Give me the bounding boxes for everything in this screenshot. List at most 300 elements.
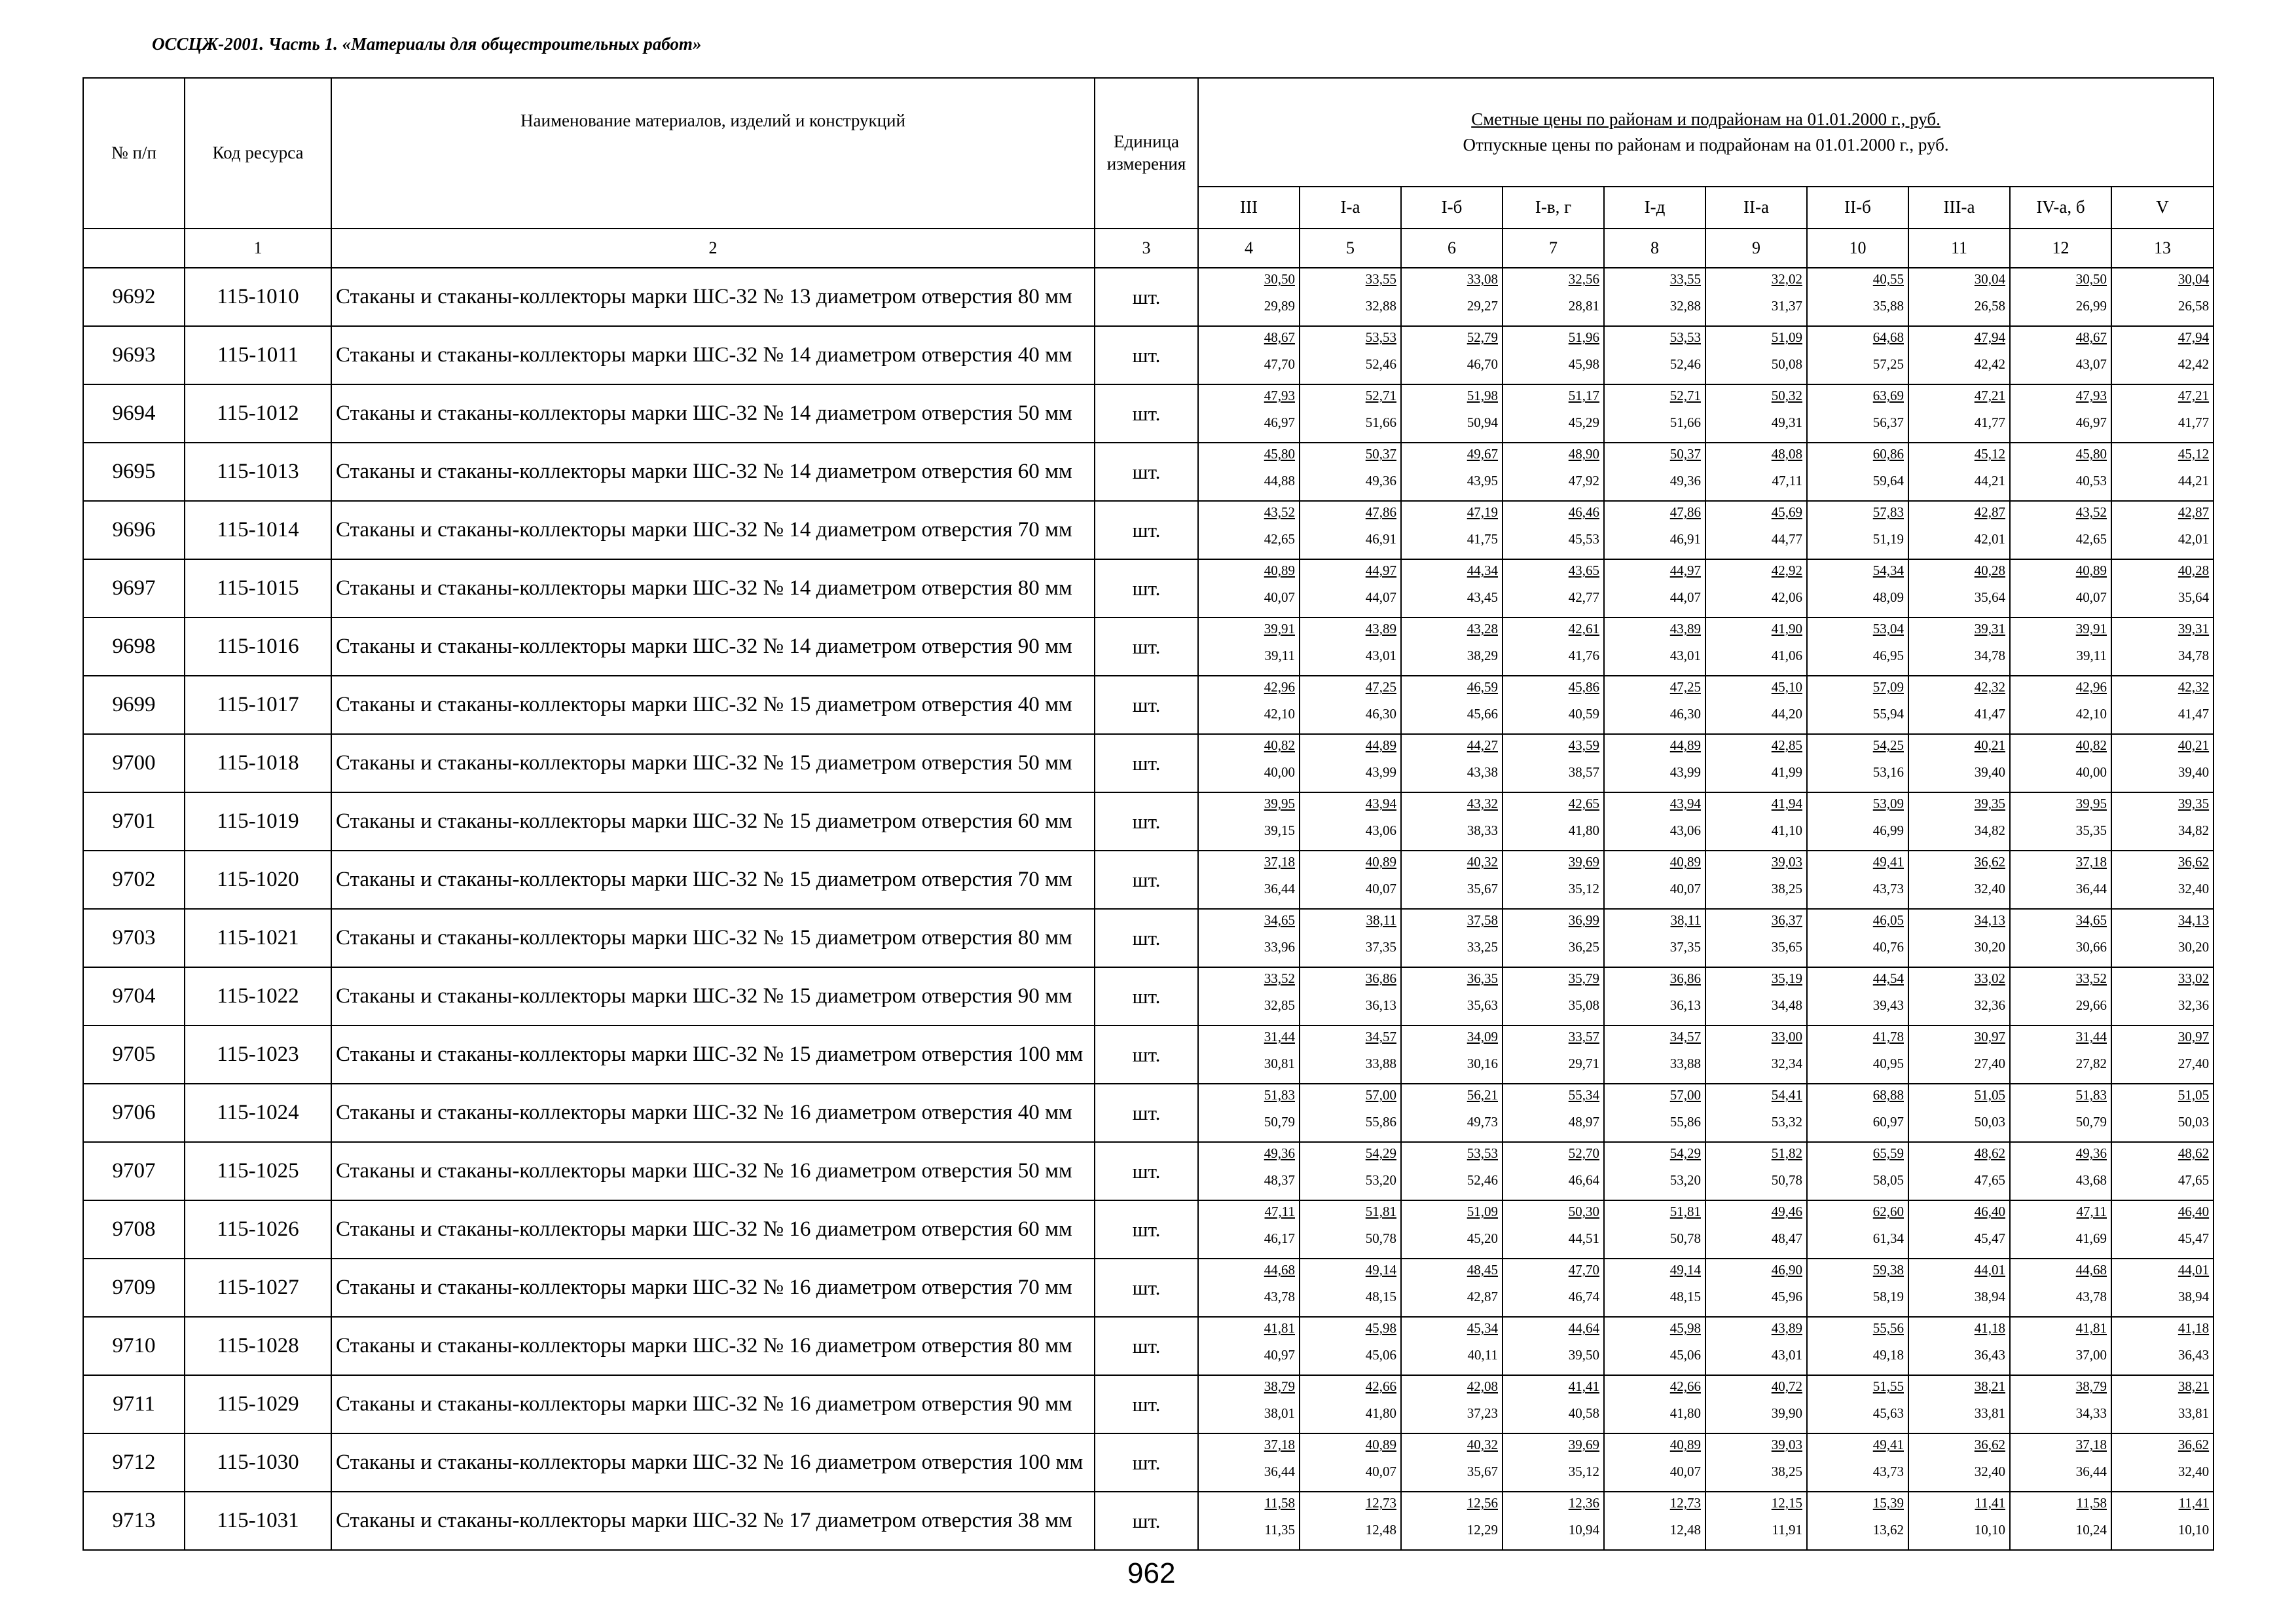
resource-code: 115-1017 xyxy=(185,676,331,734)
release-price: 35,64 xyxy=(2178,589,2210,605)
estimate-price: 47,86 xyxy=(1669,504,1701,520)
estimate-price: 53,09 xyxy=(1872,796,1904,811)
release-price: 11,91 xyxy=(1772,1522,1802,1538)
release-price: 41,80 xyxy=(1568,822,1599,838)
price-cell xyxy=(1807,1317,1908,1375)
price-cell xyxy=(2111,1025,2214,1084)
column-number: 11 xyxy=(1908,229,2010,268)
price-cell xyxy=(1198,1259,1300,1317)
estimate-price: 44,68 xyxy=(2075,1262,2107,1278)
release-price: 45,98 xyxy=(1568,356,1599,372)
material-name: Стаканы и стаканы-коллекторы марки ШС-32 № 16 диаметром отверстия 50 мм xyxy=(331,1142,1095,1200)
row-number: 9692 xyxy=(83,268,185,326)
estimate-price: 39,95 xyxy=(2075,796,2107,811)
release-price: 13,62 xyxy=(1872,1522,1904,1538)
column-number-row xyxy=(83,229,2214,268)
estimate-price: 41,18 xyxy=(2178,1320,2210,1336)
estimate-price: 37,18 xyxy=(2075,854,2107,870)
table-row xyxy=(83,851,2214,909)
unit: шт. xyxy=(1095,1142,1198,1200)
column-number: 6 xyxy=(1401,229,1503,268)
unit: шт. xyxy=(1095,384,1198,443)
estimate-price: 47,21 xyxy=(2178,388,2210,403)
estimate-price: 39,35 xyxy=(2178,796,2210,811)
price-cell xyxy=(2111,1142,2214,1200)
estimate-price: 47,94 xyxy=(2178,329,2210,345)
estimate-price: 49,36 xyxy=(1264,1145,1295,1161)
region-header: III-а xyxy=(1908,187,2010,229)
release-price: 45,47 xyxy=(1974,1230,2005,1246)
release-price: 29,66 xyxy=(2075,997,2107,1013)
estimate-price: 30,50 xyxy=(1264,271,1295,287)
release-price: 45,06 xyxy=(1365,1347,1396,1363)
unit: шт. xyxy=(1095,1317,1198,1375)
release-price: 36,13 xyxy=(1669,997,1701,1013)
estimate-price: 51,55 xyxy=(1872,1378,1904,1394)
resource-code: 115-1010 xyxy=(185,268,331,326)
price-cell xyxy=(1198,443,1300,501)
price-cell xyxy=(1908,1025,2010,1084)
unit: шт. xyxy=(1095,967,1198,1025)
release-price: 42,06 xyxy=(1771,589,1802,605)
price-cell xyxy=(1908,1433,2010,1492)
estimate-price: 37,58 xyxy=(1467,912,1498,928)
page-number: 962 xyxy=(1127,1557,1176,1589)
estimate-price: 42,87 xyxy=(1974,504,2005,520)
estimate-price: 46,90 xyxy=(1771,1262,1802,1278)
price-cell xyxy=(1401,1142,1503,1200)
estimate-price: 52,71 xyxy=(1365,388,1396,403)
price-cell xyxy=(1401,851,1503,909)
release-price: 43,38 xyxy=(1467,764,1498,780)
price-cell xyxy=(2010,909,2111,967)
estimate-price: 42,85 xyxy=(1771,737,1802,753)
document-header-title: ОССЦЖ-2001. Часть 1. «Материалы для общестроительных работ» xyxy=(152,34,702,54)
release-price: 52,46 xyxy=(1365,356,1396,372)
estimate-price: 36,37 xyxy=(1771,912,1802,928)
price-cell xyxy=(1705,734,1807,792)
estimate-price: 15,39 xyxy=(1872,1495,1904,1511)
material-name: Стаканы и стаканы-коллекторы марки ШС-32 № 16 диаметром отверстия 90 мм xyxy=(331,1375,1095,1433)
estimate-price: 47,11 xyxy=(1264,1204,1295,1219)
price-cell xyxy=(1908,1200,2010,1259)
release-price: 50,79 xyxy=(1264,1114,1295,1130)
release-price: 47,11 xyxy=(1772,473,1802,489)
price-cell xyxy=(1401,618,1503,676)
release-price: 26,58 xyxy=(1974,298,2005,314)
price-cell xyxy=(1807,1492,1908,1550)
release-price: 53,20 xyxy=(1669,1172,1701,1188)
price-cell xyxy=(1198,792,1300,851)
price-cell xyxy=(1198,1200,1300,1259)
release-price: 32,88 xyxy=(1669,298,1701,314)
estimate-price: 41,81 xyxy=(1264,1320,1295,1336)
price-cell xyxy=(1705,559,1807,618)
table-row xyxy=(83,967,2214,1025)
estimate-price: 43,89 xyxy=(1669,621,1701,637)
price-cell xyxy=(1300,1025,1401,1084)
release-price: 37,35 xyxy=(1669,939,1701,955)
estimate-price: 36,86 xyxy=(1365,970,1396,986)
unit: шт. xyxy=(1095,559,1198,618)
estimate-price: 47,21 xyxy=(1974,388,2005,403)
price-cell xyxy=(2111,443,2214,501)
price-cell xyxy=(1908,268,2010,326)
price-cell xyxy=(1300,909,1401,967)
release-price: 35,67 xyxy=(1467,1464,1498,1479)
release-price: 42,65 xyxy=(2075,531,2107,547)
resource-code: 115-1024 xyxy=(185,1084,331,1142)
region-header: V xyxy=(2111,187,2214,229)
price-cell xyxy=(1908,676,2010,734)
table-row xyxy=(83,792,2214,851)
row-number: 9711 xyxy=(83,1375,185,1433)
release-price: 29,71 xyxy=(1568,1056,1599,1071)
release-price: 57,25 xyxy=(1872,356,1904,372)
release-price: 50,94 xyxy=(1467,415,1498,430)
release-price: 36,25 xyxy=(1568,939,1599,955)
estimate-price: 49,41 xyxy=(1872,854,1904,870)
price-cell xyxy=(2010,1433,2111,1492)
estimate-price: 56,21 xyxy=(1467,1087,1498,1103)
release-price: 10,10 xyxy=(1974,1522,2005,1538)
price-cell xyxy=(2111,1317,2214,1375)
table-row xyxy=(83,1433,2214,1492)
release-price: 35,12 xyxy=(1568,881,1599,896)
release-price: 48,97 xyxy=(1568,1114,1599,1130)
release-price: 45,63 xyxy=(1872,1405,1904,1421)
price-cell xyxy=(1908,851,2010,909)
estimate-price: 51,96 xyxy=(1568,329,1599,345)
column-number: 8 xyxy=(1604,229,1705,268)
unit: шт. xyxy=(1095,1200,1198,1259)
release-price: 40,07 xyxy=(1365,1464,1396,1479)
estimate-price: 39,69 xyxy=(1568,854,1599,870)
release-price: 41,47 xyxy=(2178,706,2210,722)
price-cell xyxy=(1198,384,1300,443)
release-price: 61,34 xyxy=(1872,1230,1904,1246)
price-cell xyxy=(1807,909,1908,967)
estimate-price: 42,87 xyxy=(2178,504,2210,520)
price-cell xyxy=(1300,1200,1401,1259)
estimate-price: 53,53 xyxy=(1669,329,1701,345)
table-row xyxy=(83,1492,2214,1550)
estimate-price: 39,31 xyxy=(2178,621,2210,637)
estimate-price: 38,21 xyxy=(2178,1378,2210,1394)
price-cell xyxy=(1705,909,1807,967)
price-cell xyxy=(1908,1259,2010,1317)
release-price: 46,17 xyxy=(1264,1230,1295,1246)
row-number: 9703 xyxy=(83,909,185,967)
price-cell xyxy=(1300,734,1401,792)
estimate-price: 51,17 xyxy=(1568,388,1599,403)
price-cell xyxy=(2010,851,2111,909)
estimate-price: 34,09 xyxy=(1467,1029,1498,1044)
estimate-price: 38,11 xyxy=(1366,912,1396,928)
estimate-price: 43,52 xyxy=(1264,504,1295,520)
price-cell xyxy=(1401,1433,1503,1492)
estimate-price: 63,69 xyxy=(1872,388,1904,403)
price-cell xyxy=(1604,909,1705,967)
release-price: 40,76 xyxy=(1872,939,1904,955)
release-price: 41,75 xyxy=(1467,531,1498,547)
release-price: 12,48 xyxy=(1365,1522,1396,1538)
row-number: 9701 xyxy=(83,792,185,851)
release-price: 50,03 xyxy=(1974,1114,2005,1130)
release-price: 43,99 xyxy=(1365,764,1396,780)
estimate-price: 11,41 xyxy=(2178,1495,2210,1511)
header-unit: Единица измерения xyxy=(1095,78,1198,229)
price-cell xyxy=(1604,618,1705,676)
estimate-price: 42,96 xyxy=(1264,679,1295,695)
column-number: 7 xyxy=(1503,229,1604,268)
release-price: 44,21 xyxy=(2178,473,2210,489)
estimate-price: 41,78 xyxy=(1872,1029,1904,1044)
region-header: I-б xyxy=(1401,187,1503,229)
price-cell xyxy=(1807,1142,1908,1200)
price-cell xyxy=(1807,1025,1908,1084)
estimate-price: 37,18 xyxy=(1264,1437,1295,1452)
release-price: 30,16 xyxy=(1467,1056,1498,1071)
estimate-price: 44,01 xyxy=(2178,1262,2210,1278)
price-cell xyxy=(1705,618,1807,676)
price-cell xyxy=(1604,1317,1705,1375)
estimate-price: 40,21 xyxy=(2178,737,2210,753)
estimate-price: 49,14 xyxy=(1669,1262,1701,1278)
unit: шт. xyxy=(1095,676,1198,734)
price-cell xyxy=(2010,1025,2111,1084)
release-price: 43,68 xyxy=(2075,1172,2107,1188)
release-price: 46,30 xyxy=(1365,706,1396,722)
unit: шт. xyxy=(1095,1025,1198,1084)
price-cell xyxy=(2010,1375,2111,1433)
release-price: 40,07 xyxy=(2075,589,2107,605)
release-price: 36,44 xyxy=(2075,1464,2107,1479)
region-header: II-а xyxy=(1705,187,1807,229)
estimate-price: 57,00 xyxy=(1669,1087,1701,1103)
table-row xyxy=(83,1025,2214,1084)
price-cell xyxy=(1300,967,1401,1025)
price-cell xyxy=(1604,676,1705,734)
estimate-price: 36,35 xyxy=(1467,970,1498,986)
table-row xyxy=(83,676,2214,734)
material-name: Стаканы и стаканы-коллекторы марки ШС-32 № 14 диаметром отверстия 90 мм xyxy=(331,618,1095,676)
price-cell xyxy=(1705,967,1807,1025)
release-price: 32,36 xyxy=(2178,997,2210,1013)
release-price: 43,01 xyxy=(1669,648,1701,663)
price-cell xyxy=(1604,1492,1705,1550)
release-price: 47,65 xyxy=(1974,1172,2005,1188)
release-price: 49,36 xyxy=(1365,473,1396,489)
price-cell xyxy=(1503,734,1604,792)
resource-code: 115-1029 xyxy=(185,1375,331,1433)
price-cell xyxy=(2010,326,2111,384)
price-cell xyxy=(1503,1025,1604,1084)
release-price: 43,06 xyxy=(1669,822,1701,838)
price-cell xyxy=(1300,676,1401,734)
release-price: 42,10 xyxy=(1264,706,1295,722)
estimate-price: 49,36 xyxy=(2075,1145,2107,1161)
release-price: 45,29 xyxy=(1568,415,1599,430)
estimate-price: 11,41 xyxy=(1975,1495,2005,1511)
release-price: 30,20 xyxy=(1974,939,2005,955)
estimate-price: 49,46 xyxy=(1771,1204,1802,1219)
estimate-price: 42,08 xyxy=(1467,1378,1498,1394)
price-cell xyxy=(1908,1375,2010,1433)
column-number xyxy=(83,229,185,268)
estimate-price: 48,08 xyxy=(1771,446,1802,462)
table-row xyxy=(83,1084,2214,1142)
estimate-price: 45,10 xyxy=(1771,679,1802,695)
estimate-price: 34,57 xyxy=(1365,1029,1396,1044)
price-cell xyxy=(1705,1200,1807,1259)
estimate-price: 12,56 xyxy=(1467,1495,1498,1511)
price-cell xyxy=(1807,618,1908,676)
estimate-price: 40,21 xyxy=(1974,737,2005,753)
estimate-price: 48,67 xyxy=(2075,329,2107,345)
release-price: 46,97 xyxy=(2075,415,2107,430)
price-cell xyxy=(1908,1317,2010,1375)
release-price: 35,08 xyxy=(1568,997,1599,1013)
estimate-price: 54,29 xyxy=(1365,1145,1396,1161)
header-prices xyxy=(1198,78,2214,187)
estimate-price: 60,86 xyxy=(1872,446,1904,462)
estimate-price: 40,55 xyxy=(1872,271,1904,287)
price-cell xyxy=(1300,1492,1401,1550)
price-cell xyxy=(1705,1142,1807,1200)
material-name: Стаканы и стаканы-коллекторы марки ШС-32 № 16 диаметром отверстия 80 мм xyxy=(331,1317,1095,1375)
price-cell xyxy=(1705,1317,1807,1375)
price-cell xyxy=(1908,559,2010,618)
price-cell xyxy=(1807,734,1908,792)
price-cell xyxy=(1198,326,1300,384)
release-price: 43,01 xyxy=(1365,648,1396,663)
price-cell xyxy=(1604,384,1705,443)
release-price: 35,67 xyxy=(1467,881,1498,896)
release-price: 42,42 xyxy=(2178,356,2210,372)
release-price: 49,18 xyxy=(1872,1347,1904,1363)
price-cell xyxy=(1401,501,1503,559)
estimate-price: 47,19 xyxy=(1467,504,1498,520)
estimate-price: 40,82 xyxy=(1264,737,1295,753)
estimate-price: 44,97 xyxy=(1669,563,1701,578)
release-price: 34,78 xyxy=(2178,648,2210,663)
material-name: Стаканы и стаканы-коллекторы марки ШС-32 № 13 диаметром отверстия 80 мм xyxy=(331,268,1095,326)
release-price: 42,65 xyxy=(1264,531,1295,547)
price-cell xyxy=(1908,501,2010,559)
estimate-price: 43,28 xyxy=(1467,621,1498,637)
release-price: 39,90 xyxy=(1771,1405,1802,1421)
price-cell xyxy=(1705,1259,1807,1317)
table-body xyxy=(83,268,2214,1550)
estimate-price: 34,65 xyxy=(1264,912,1295,928)
unit: шт. xyxy=(1095,1259,1198,1317)
estimate-price: 51,05 xyxy=(1974,1087,2005,1103)
price-cell xyxy=(1503,792,1604,851)
column-number: 2 xyxy=(331,229,1095,268)
material-name: Стаканы и стаканы-коллекторы марки ШС-32 № 14 диаметром отверстия 50 мм xyxy=(331,384,1095,443)
release-price: 40,07 xyxy=(1264,589,1295,605)
price-cell xyxy=(1401,326,1503,384)
release-price: 42,77 xyxy=(1568,589,1599,605)
price-cell xyxy=(1198,734,1300,792)
price-cell xyxy=(1604,268,1705,326)
estimate-price: 36,99 xyxy=(1568,912,1599,928)
estimate-price: 43,32 xyxy=(1467,796,1498,811)
estimate-price: 30,04 xyxy=(2178,271,2210,287)
release-price: 42,10 xyxy=(2075,706,2107,722)
estimate-price: 54,29 xyxy=(1669,1145,1701,1161)
release-price: 41,76 xyxy=(1568,648,1599,663)
estimate-price: 40,32 xyxy=(1467,854,1498,870)
release-price: 37,35 xyxy=(1365,939,1396,955)
price-cell xyxy=(2010,1142,2111,1200)
price-cell xyxy=(2010,967,2111,1025)
release-price: 46,91 xyxy=(1365,531,1396,547)
release-price: 33,88 xyxy=(1669,1056,1701,1071)
row-number: 9696 xyxy=(83,501,185,559)
price-cell xyxy=(1604,1025,1705,1084)
release-price: 33,81 xyxy=(1974,1405,2005,1421)
release-price: 58,05 xyxy=(1872,1172,1904,1188)
unit: шт. xyxy=(1095,851,1198,909)
price-cell xyxy=(1401,1317,1503,1375)
region-header: I-в, г xyxy=(1503,187,1604,229)
price-cell xyxy=(1198,559,1300,618)
release-price: 49,31 xyxy=(1771,415,1802,430)
release-price: 41,06 xyxy=(1771,648,1802,663)
release-price: 43,07 xyxy=(2075,356,2107,372)
price-cell xyxy=(1503,559,1604,618)
release-price: 46,74 xyxy=(1568,1289,1599,1304)
estimate-price: 42,32 xyxy=(1974,679,2005,695)
price-cell xyxy=(1807,384,1908,443)
price-cell xyxy=(1198,501,1300,559)
price-cell xyxy=(1503,1142,1604,1200)
price-cell xyxy=(2010,384,2111,443)
release-price: 34,78 xyxy=(1974,648,2005,663)
estimate-price: 57,83 xyxy=(1872,504,1904,520)
price-cell xyxy=(1503,1375,1604,1433)
header-prices-estimate: Сметные цены по районам и подрайонам на 01.01.2000 г., руб. xyxy=(1471,109,1941,129)
release-price: 32,36 xyxy=(1974,997,2005,1013)
estimate-price: 46,05 xyxy=(1872,912,1904,928)
region-header: I-д xyxy=(1604,187,1705,229)
release-price: 36,44 xyxy=(1264,881,1295,896)
table-row xyxy=(83,1375,2214,1433)
price-cell xyxy=(2010,1259,2111,1317)
price-cell xyxy=(1503,443,1604,501)
release-price: 46,95 xyxy=(1872,648,1904,663)
price-cell xyxy=(1503,618,1604,676)
column-number: 9 xyxy=(1705,229,1807,268)
release-price: 60,97 xyxy=(1872,1114,1904,1130)
estimate-price: 48,67 xyxy=(1264,329,1295,345)
estimate-price: 42,66 xyxy=(1365,1378,1396,1394)
release-price: 35,12 xyxy=(1568,1464,1599,1479)
estimate-price: 37,18 xyxy=(1264,854,1295,870)
table-row xyxy=(83,384,2214,443)
release-price: 38,29 xyxy=(1467,648,1498,663)
release-price: 51,19 xyxy=(1872,531,1904,547)
estimate-price: 50,32 xyxy=(1771,388,1802,403)
release-price: 35,88 xyxy=(1872,298,1904,314)
column-number: 4 xyxy=(1198,229,1300,268)
estimate-price: 43,65 xyxy=(1568,563,1599,578)
release-price: 34,82 xyxy=(1974,822,2005,838)
release-price: 38,94 xyxy=(1974,1289,2005,1304)
price-cell xyxy=(2010,676,2111,734)
